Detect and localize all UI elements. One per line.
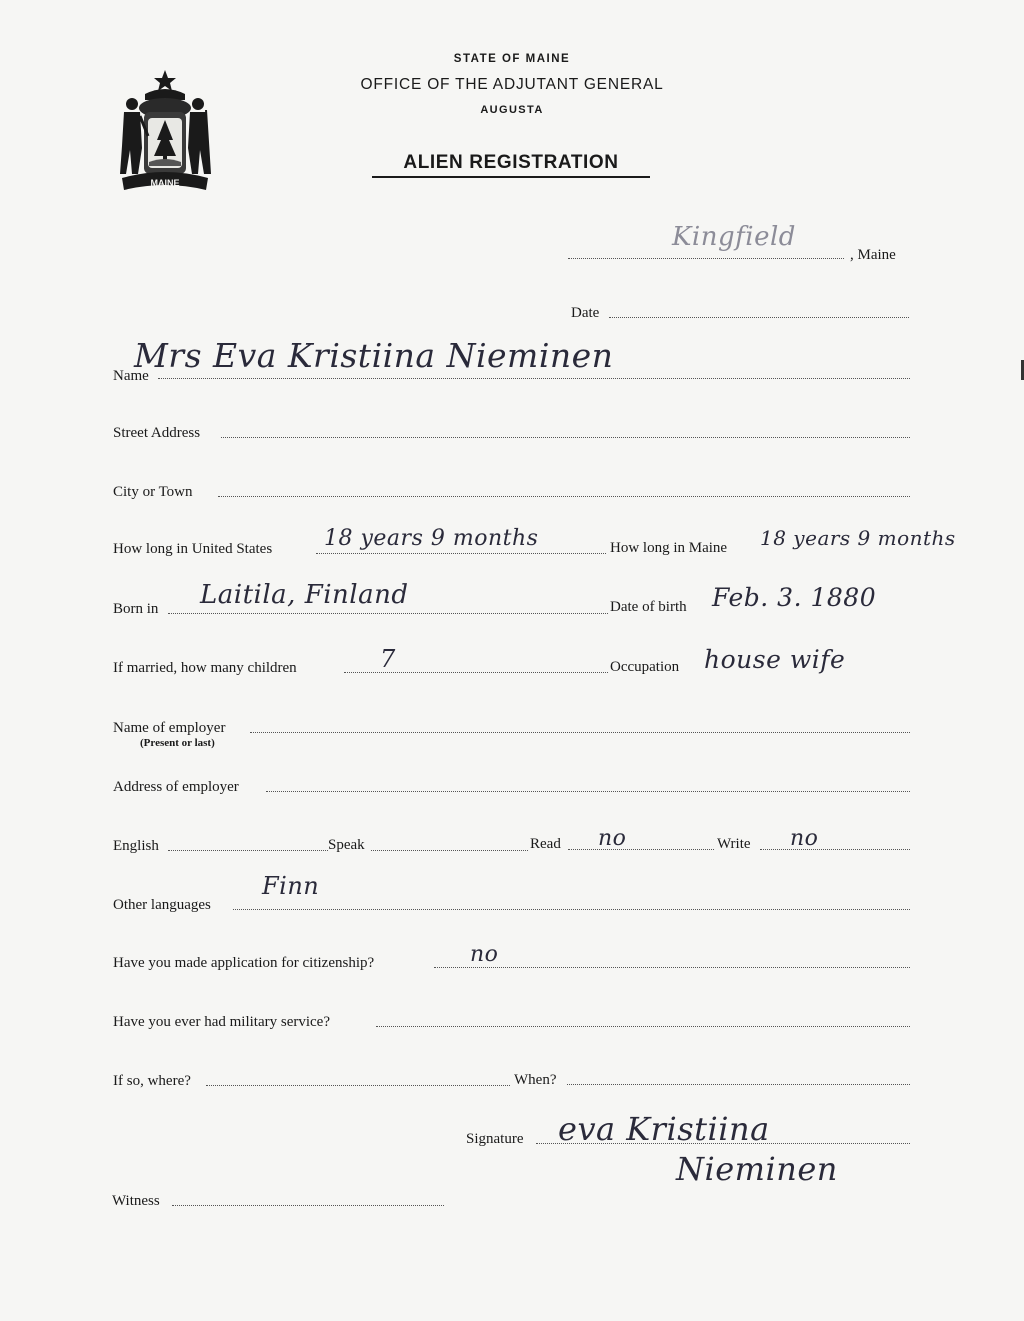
- english-label: English: [113, 838, 159, 854]
- citizenship-label: Have you made application for citizenship?: [113, 955, 375, 971]
- employer-line[interactable]: [250, 732, 910, 733]
- town-value[interactable]: Kingfield: [672, 222, 796, 252]
- name-label: Name: [113, 368, 149, 384]
- read-value[interactable]: no: [598, 826, 627, 851]
- header-office: OFFICE OF THE ADJUTANT GENERAL: [360, 76, 664, 93]
- write-line: [760, 849, 910, 850]
- dob-label: Date of birth: [610, 599, 687, 615]
- signature-line2[interactable]: Nieminen: [676, 1150, 838, 1188]
- occupation-value[interactable]: house wife: [704, 645, 846, 674]
- employer-sublabel: (Present or last): [140, 737, 215, 749]
- maine-duration-value[interactable]: 18 years 9 months: [760, 526, 956, 550]
- header-state: STATE OF MAINE: [453, 53, 571, 65]
- occupation-label: Occupation: [610, 659, 680, 675]
- town-line: [568, 258, 844, 259]
- military-line[interactable]: [376, 1026, 910, 1027]
- citizenship-line: [434, 967, 910, 968]
- dob-value[interactable]: Feb. 3. 1880: [712, 583, 877, 612]
- witness-line[interactable]: [172, 1205, 444, 1206]
- city-label: City or Town: [113, 484, 193, 500]
- name-value[interactable]: Mrs Eva Kristiina Nieminen: [134, 336, 614, 375]
- other-languages-value[interactable]: Finn: [262, 872, 320, 900]
- other-languages-label: Other languages: [113, 897, 211, 913]
- us-duration-line: [316, 553, 606, 554]
- born-line: [168, 613, 608, 614]
- us-duration-value[interactable]: 18 years 9 months: [324, 526, 539, 551]
- speak-label: Speak: [328, 837, 365, 853]
- read-line: [568, 849, 714, 850]
- witness-label: Witness: [112, 1193, 160, 1209]
- write-label: Write: [717, 836, 751, 852]
- town-suffix: , Maine: [850, 247, 896, 263]
- when-label: When?: [514, 1072, 557, 1088]
- citizenship-value[interactable]: no: [470, 942, 499, 967]
- name-line: [158, 378, 910, 379]
- born-label: Born in: [113, 601, 159, 617]
- when-line[interactable]: [567, 1084, 910, 1085]
- employer-address-label: Address of employer: [113, 779, 239, 795]
- english-line: [168, 850, 328, 851]
- born-value[interactable]: Laitila, Finland: [200, 580, 409, 610]
- signature-label: Signature: [466, 1131, 524, 1147]
- where-line[interactable]: [206, 1085, 510, 1086]
- city-line[interactable]: [218, 496, 910, 497]
- other-languages-line: [233, 909, 910, 910]
- date-label: Date: [571, 305, 600, 321]
- header-city: AUGUSTA: [480, 104, 544, 116]
- speak-line[interactable]: [371, 850, 528, 851]
- street-line[interactable]: [221, 437, 910, 438]
- children-value[interactable]: 7: [380, 645, 396, 673]
- children-label: If married, how many children: [113, 660, 297, 676]
- where-label: If so, where?: [113, 1073, 191, 1089]
- read-label: Read: [530, 836, 561, 852]
- street-label: Street Address: [113, 425, 201, 441]
- form-title: ALIEN REGISTRATION: [372, 152, 650, 178]
- signature-line1[interactable]: eva Kristiina: [558, 1110, 770, 1148]
- write-value[interactable]: no: [790, 826, 819, 851]
- date-line[interactable]: [609, 317, 909, 318]
- military-label: Have you ever had military service?: [113, 1014, 330, 1030]
- employer-address-line[interactable]: [266, 791, 910, 792]
- employer-label: Name of employer: [113, 720, 226, 736]
- maine-duration-label: How long in Maine: [610, 540, 728, 556]
- seal-motto: MAINE: [150, 178, 180, 188]
- us-duration-label: How long in United States: [113, 541, 273, 557]
